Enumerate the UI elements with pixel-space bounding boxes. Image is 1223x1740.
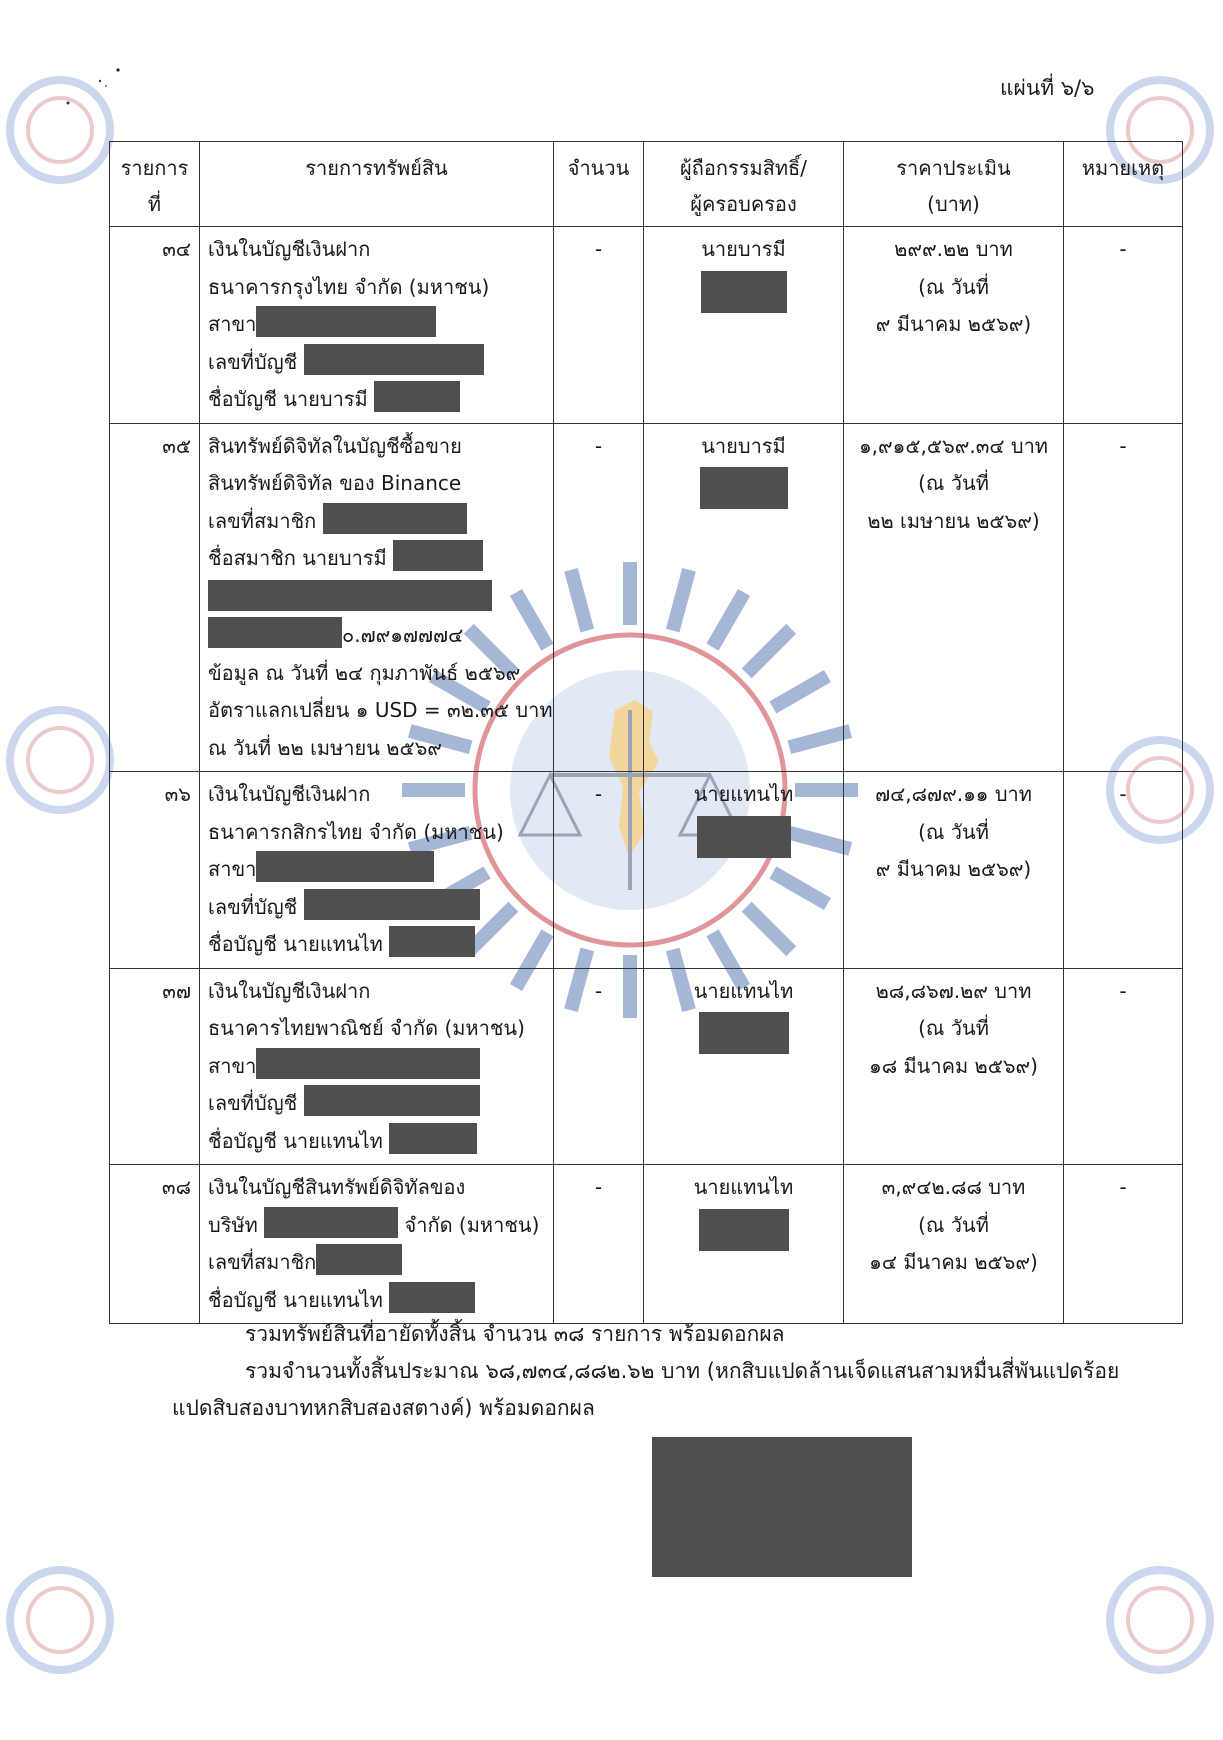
seal-watermark-icon <box>1100 1560 1220 1680</box>
redaction-box <box>208 580 492 611</box>
summary-total-items: รวมทรัพย์สินที่อายัดทั้งสิ้น จำนวน ๓๘ รายการ พร้อมดอกผล <box>245 1322 785 1346</box>
table-header-row <box>110 142 1183 227</box>
redaction-box <box>393 540 483 571</box>
appraised-price: ๗๔,๘๗๙.๑๑ บาท (ณ วันที่ ๙ มีนาคม ๒๕๖๙) <box>844 772 1064 969</box>
appraised-price: ๒๙๙.๒๒ บาท (ณ วันที่ ๙ มีนาคม ๒๕๖๙) <box>844 227 1064 424</box>
item-number: ๓๔ <box>110 227 200 424</box>
redaction-box <box>697 816 791 858</box>
item-number: ๓๖ <box>110 772 200 969</box>
sheet-number: แผ่นที่ ๖/๖ <box>1000 76 1095 100</box>
owner: นายแทนไท <box>644 968 844 1165</box>
redaction-box <box>264 1207 398 1238</box>
redaction-box <box>699 1012 789 1054</box>
asset-description: เงินในบัญชีเงินฝาก ธนาคารไทยพาณิชย์ จำกัด (มหาชน) สาขา เลขที่บัญชี ชื่อบัญชี นายแทนไท <box>200 968 554 1165</box>
redaction-box <box>304 344 484 375</box>
item-number: ๓๕ <box>110 423 200 772</box>
header-item-no: รายการ ที่ <box>110 142 200 227</box>
redaction-box <box>304 889 480 920</box>
header-appraised-price: ราคาประเมิน (บาท) <box>844 142 1064 227</box>
redaction-box <box>699 1209 789 1251</box>
table-row <box>110 968 1183 1165</box>
item-number: ๓๗ <box>110 968 200 1165</box>
redaction-box <box>700 467 788 509</box>
redaction-box <box>208 617 342 648</box>
table-row <box>110 227 1183 424</box>
redaction-box <box>701 271 787 313</box>
redaction-box <box>304 1085 480 1116</box>
asset-description: เงินในบัญชีเงินฝาก ธนาคารกรุงไทย จำกัด (มหาชน) สาขา เลขที่บัญชี ชื่อบัญชี นายบารมี <box>200 227 554 424</box>
redaction-box <box>256 851 434 882</box>
remarks: - <box>1064 772 1183 969</box>
remarks: - <box>1064 423 1183 772</box>
header-asset: รายการทรัพย์สิน <box>200 142 554 227</box>
header-remarks: หมายเหตุ <box>1064 142 1183 227</box>
redaction-box <box>316 1244 402 1275</box>
item-number: ๓๘ <box>110 1165 200 1324</box>
redaction-box <box>389 1123 477 1154</box>
quantity: - <box>554 772 644 969</box>
owner: นายบารมี <box>644 227 844 424</box>
header-owner: ผู้ถือกรรมสิทธิ์/ ผู้ครอบครอง <box>644 142 844 227</box>
summary-total-amount: รวมจำนวนทั้งสิ้นประมาณ ๖๘,๗๓๔,๘๘๒.๖๒ บาท (หกสิบแปดล้านเจ็ดแสนสามหมื่นสี่พันแปดร้อย <box>245 1359 1120 1383</box>
redaction-box <box>256 306 436 337</box>
owner: นายแทนไท <box>644 772 844 969</box>
remarks: - <box>1064 1165 1183 1324</box>
owner: นายแทนไท <box>644 1165 844 1324</box>
signature-redaction-box <box>652 1437 912 1577</box>
table-row <box>110 423 1183 772</box>
asset-description: สินทรัพย์ดิจิทัลในบัญชีซื้อขาย สินทรัพย์ดิจิทัล ของ Binance เลขที่สมาชิก ชื่อสมาชิก นายบารมี ๐.๗๙๑๗๗๗๔ ข้อมูล ณ วันที่ ๒๔ กุมภาพันธ์ ๒๕๖๙ อัตราแลกเปลี่ยน ๑ USD = ๓๒.๓๕ บาท ณ วันที่ ๒๒ เมษายน ๒๕๖๙ <box>200 423 554 772</box>
appraised-price: ๑,๙๑๕,๕๖๙.๓๔ บาท (ณ วันที่ ๒๒ เมษายน ๒๕๖๙) <box>844 423 1064 772</box>
redaction-box <box>374 381 460 412</box>
quantity: - <box>554 968 644 1165</box>
table-row <box>110 772 1183 969</box>
asset-description: เงินในบัญชีสินทรัพย์ดิจิทัลของ บริษัท จำกัด (มหาชน) เลขที่สมาชิก ชื่อบัญชี นายแทนไท <box>200 1165 554 1324</box>
seal-watermark-icon <box>0 700 120 820</box>
scan-marks <box>60 66 130 116</box>
owner: นายบารมี <box>644 423 844 772</box>
table-row <box>110 1165 1183 1324</box>
redaction-box <box>256 1048 480 1079</box>
appraised-price: ๒๘,๘๖๗.๒๙ บาท (ณ วันที่ ๑๘ มีนาคม ๒๕๖๙) <box>844 968 1064 1165</box>
asset-description: เงินในบัญชีเงินฝาก ธนาคารกสิกรไทย จำกัด (มหาชน) สาขา เลขที่บัญชี ชื่อบัญชี นายแทนไท <box>200 772 554 969</box>
quantity: - <box>554 423 644 772</box>
redaction-box <box>389 926 475 957</box>
redaction-box <box>323 503 467 534</box>
header-quantity: จำนวน <box>554 142 644 227</box>
summary-total-amount-words: แปดสิบสองบาทหกสิบสองสตางค์) พร้อมดอกผล <box>172 1396 595 1420</box>
quantity: - <box>554 227 644 424</box>
seized-assets-table <box>109 141 1183 1324</box>
remarks: - <box>1064 968 1183 1165</box>
remarks: - <box>1064 227 1183 424</box>
redaction-box <box>389 1282 475 1313</box>
quantity: - <box>554 1165 644 1324</box>
seal-watermark-icon <box>0 1560 120 1680</box>
appraised-price: ๓,๙๔๒.๘๘ บาท (ณ วันที่ ๑๔ มีนาคม ๒๕๖๙) <box>844 1165 1064 1324</box>
